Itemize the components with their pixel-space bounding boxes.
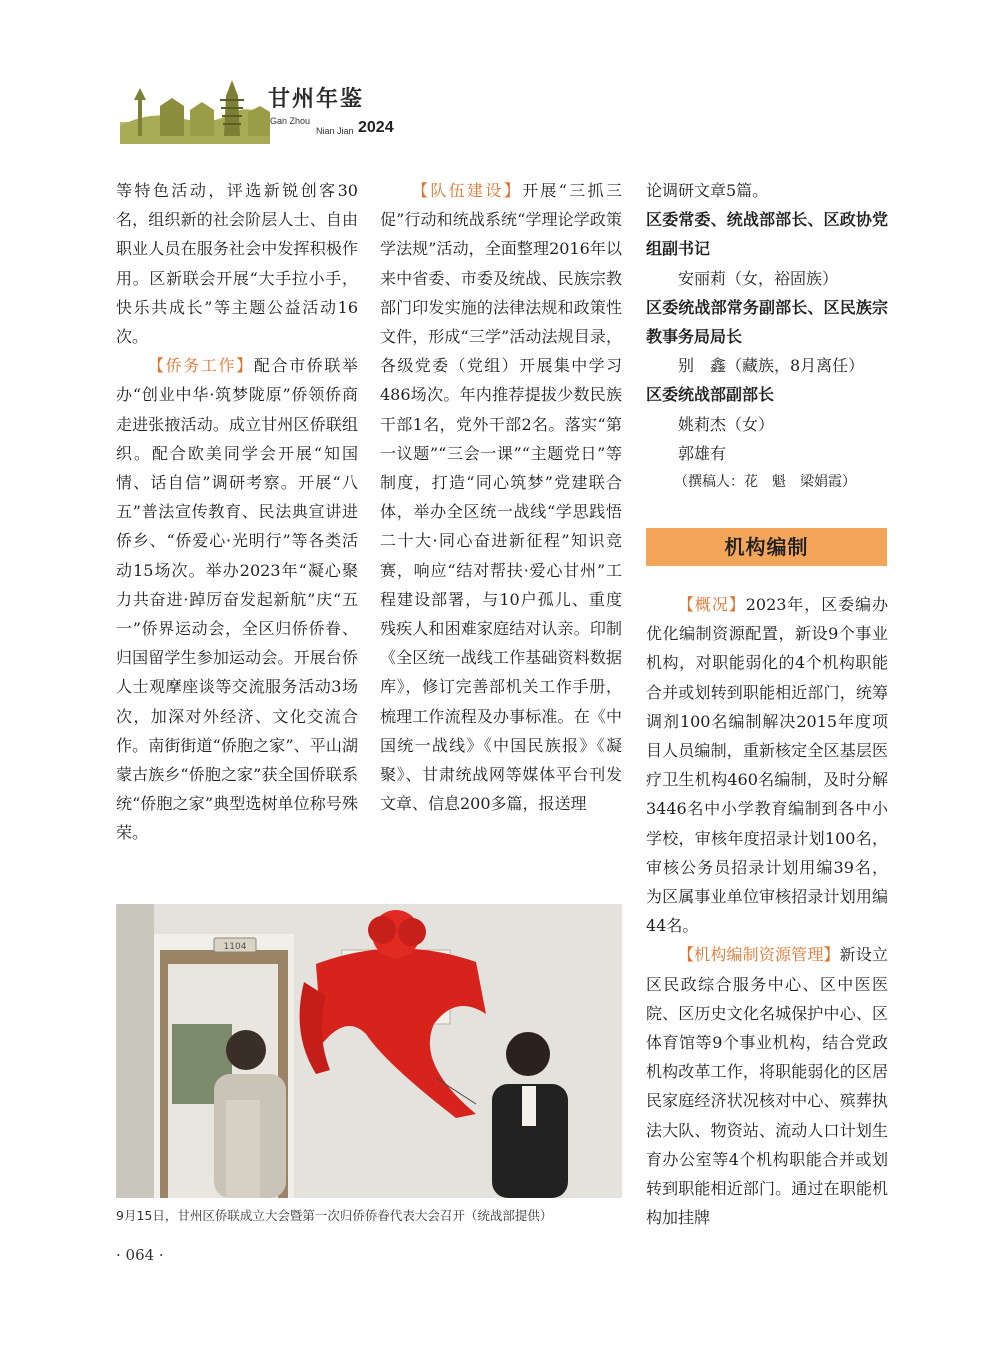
- title-year: 2024: [358, 119, 394, 136]
- person-name: 姚莉杰（女）: [678, 414, 775, 434]
- page-number: · 064 ·: [116, 1246, 164, 1264]
- paragraph-overseas-chinese: [116, 351, 358, 847]
- title-pinyin-ganzhou: Gan Zhou: [270, 116, 311, 126]
- section-heading: 机构编制: [646, 528, 887, 566]
- paragraph-team-building: [380, 176, 622, 818]
- column-middle: [380, 176, 622, 818]
- role-title: 区委统战部常务副部长、区民族宗教事务局局长: [646, 297, 888, 347]
- column-right-bottom: [646, 590, 888, 1232]
- paragraph: 论调研文章5篇。: [646, 181, 769, 200]
- column-left: [116, 176, 358, 848]
- author-credit: （撰稿人：花 魁 梁娟霞）: [674, 474, 856, 491]
- yearbook-title: 甘州年鉴: [268, 86, 365, 112]
- person-name: 安丽莉（女，裕固族）: [678, 268, 839, 288]
- yearbook-header: [120, 70, 420, 144]
- section-tag: 【概况】: [678, 595, 746, 614]
- paragraph-resource-management: [646, 940, 888, 1232]
- person-name: 别 鑫（藏族，8月离任）: [678, 356, 865, 376]
- person-name: 郭雄有: [678, 443, 727, 463]
- section-tag: 【侨务工作】: [148, 356, 254, 376]
- paragraph-text: 开展“三抓三促”行动和统战系统“学理论学政策学法规”活动，全面整理2016年以来中省委、市委及统战、民族宗教部门印发实施的法律法规和政策性文件，形成“三学”活动法规目录，各级党委（党组）开展集中学习486场次。年内推荐提拔少数民族干部1名，党外干部2名。落实“第一议题”“三会一课”“主题党日”等制度，打造“同心筑梦”党建联合体，举办全区统一战线“学思践悟二十大·同心奋进新征程”知识竞赛，响应“结对帮扶·爱心甘州”工程建设部署，与10户孤儿、重度残疾人和困难家庭结对认亲。印制《全区统一战线工作基础资料数据库》，修订完善部机关工作手册，梳理工作流程及办事标准。在《中国统一战线》《中国民族报》《凝聚》、甘肃统战网等媒体平台刊发文章、信息200多篇，报送理: [380, 181, 622, 814]
- paragraph-text: 新设立区民政综合服务中心、区中医医院、区历史文化名城保护中心、区体育馆等9个事业机构，结合党政机构改革工作，将职能弱化的区居民家庭经济状况核对中心、殡葬执法大队、物资站、流动人口计划生育办公室等4个机构职能合并或划转到职能相近部门。通过在职能机构加挂牌: [646, 945, 888, 1228]
- section-tag: 【队伍建设】: [412, 181, 523, 200]
- paragraph-overview: [646, 590, 888, 940]
- paragraph-text: 2023年，区委编办优化编制资源配置，新设9个事业机构，对职能弱化的4个机构职能合并或划转到职能相近部门，统筹调剂100名编制解决2015年度项目人员编制，重新核定全区基层医疗卫生机构460名编制，及时分解3446名中小学教育编制到各中小学校，审核年度招录计划100名，审核公务员招录计划用编39名，为区属事业单位审核招录计划用编44名。: [646, 595, 888, 936]
- paragraph-text: 配合市侨联举办“创业中华·筑梦陇原”侨领侨商走进张掖活动。成立甘州区侨联组织。配合欧美同学会开展“知国情、话自信”调研考察。开展“八五”普法宣传教育、民法典宣讲进侨乡、“侨爱心·光明行”等各类活动15场次。举办2023年“凝心聚力共奋进·踔厉奋发起新航”庆“五一”侨界运动会，全区归侨侨眷、归国留学生参加运动会。开展台侨人士观摩座谈等交流服务活动3场次，加深对外经济、文化交流合作。南街街道“侨胞之家”、平山湖蒙古族乡“侨胞之家”获全国侨联系统“侨胞之家”典型选树单位称号殊荣。: [116, 356, 358, 843]
- photo-caption: 9月15日，甘州区侨联成立大会暨第一次归侨侨眷代表大会召开（统战部提供）: [116, 1208, 553, 1223]
- event-photo: [116, 904, 622, 1198]
- door-number-plate: 1104: [223, 942, 247, 952]
- role-title: 区委常委、统战部部长、区政协党组副书记: [646, 210, 888, 259]
- unveiling-ceremony-image: [116, 904, 622, 1198]
- column-right-top: [646, 176, 888, 497]
- role-title: 区委统战部副部长: [646, 385, 775, 405]
- paragraph: 等特色活动，评选新锐创客30名，组织新的社会阶层人士、自由职业人员在服务社会中发挥积极作用。区新联会开展“大手拉小手，快乐共成长”等主题公益活动16次。: [116, 181, 358, 347]
- section-tag: 【机构编制资源管理】: [678, 945, 840, 965]
- title-pinyin-nianjian: Nian Jian: [316, 126, 354, 136]
- pagoda-logo-icon: [120, 70, 270, 144]
